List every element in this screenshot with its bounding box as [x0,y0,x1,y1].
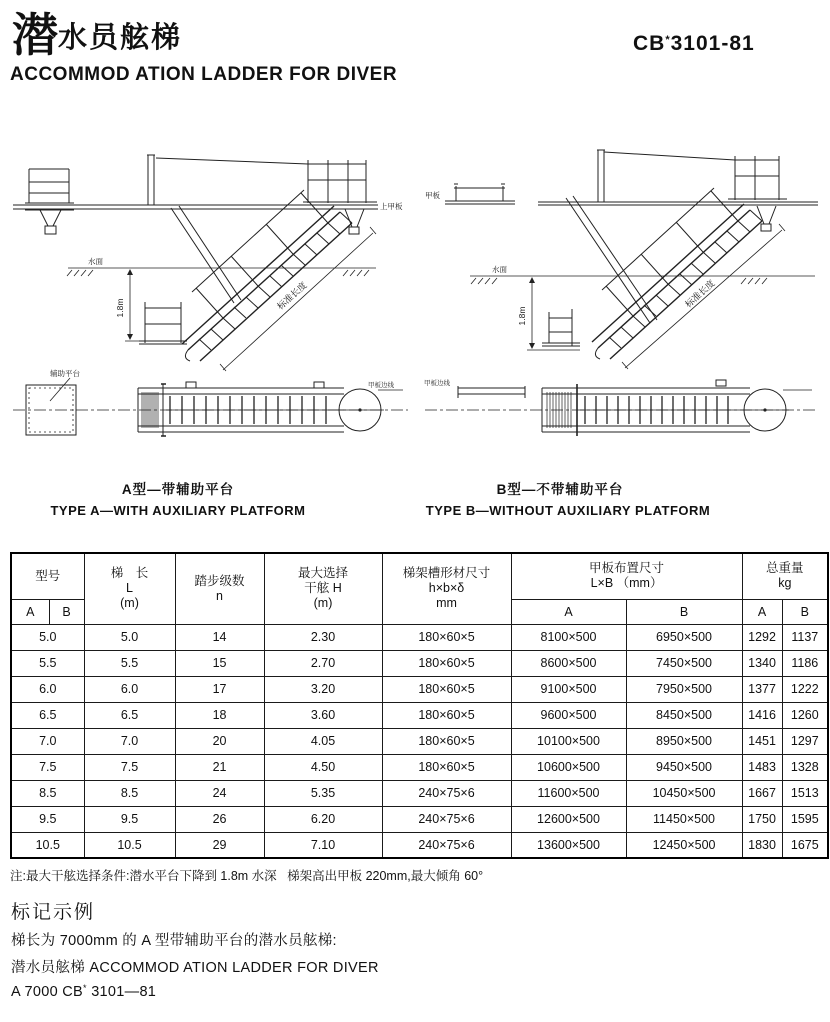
table-cell: 7.10 [264,832,382,858]
table-row [11,650,828,676]
table-cell: 10100×500 [511,728,626,754]
table-cell: 20 [175,728,264,754]
table-row [11,702,828,728]
page-subtitle-en: ACCOMMOD ATION LADDER FOR DIVER [10,64,398,85]
subcol-weight-b: B [782,599,828,624]
table-cell: 180×60×5 [382,754,511,780]
table-row [11,624,828,650]
table-cell: 1750 [742,806,782,832]
table-cell: 6.0 [84,676,175,702]
page-title [12,9,183,61]
table-cell: 2.30 [264,624,382,650]
type-b-caption-cn: B型—不带辅助平台 [496,482,624,497]
table-cell: 7950×500 [626,676,742,702]
table-cell: 1483 [742,754,782,780]
table-cell: 4.50 [264,754,382,780]
table-cell: 26 [175,806,264,832]
table-cell: 11600×500 [511,780,626,806]
table-cell: 8100×500 [511,624,626,650]
water-surface-label: 水面 [492,265,507,274]
table-cell: 180×60×5 [382,676,511,702]
deck-edge-label: 甲板边线 [424,380,450,387]
table-row [11,754,828,780]
table-cell: 1340 [742,650,782,676]
marking-example-line1: 梯长为 7000mm 的 A 型带辅助平台的潜水员舷梯: [11,933,337,949]
subcol-weight-a: A [742,599,782,624]
table-cell: 1830 [742,832,782,858]
table-cell: 7.0 [84,728,175,754]
table-cell: 7.5 [84,754,175,780]
table-row [11,806,828,832]
water-surface-label: 水面 [88,257,103,266]
table-cell: 1451 [742,728,782,754]
marking-line2-en: ACCOMMOD ATION LADDER FOR DIVER [89,960,379,976]
upper-deck-label: 上甲板 [380,202,403,211]
table-cell: 15 [175,650,264,676]
table-row [11,728,828,754]
table-cell: 1186 [782,650,828,676]
table-cell: 1222 [782,676,828,702]
table-footnote: 注:最大干舷选择条件:潜水平台下降到 1.8m 水深 梯架高出甲板 220mm,最大倾角 60° [10,869,484,883]
table-cell: 9100×500 [511,676,626,702]
table-cell: 21 [175,754,264,780]
table-row [11,676,828,702]
page-title-rest: 水员舷梯 [58,22,183,54]
designation-prefix: A 7000 CB [11,984,84,1000]
table-cell: 13600×500 [511,832,626,858]
table-cell: 1595 [782,806,828,832]
type-a-caption-cn: A型—带辅助平台 [121,482,235,497]
table-cell: 12450×500 [626,832,742,858]
table-cell: 8450×500 [626,702,742,728]
table-cell: 180×60×5 [382,624,511,650]
marking-example-heading: 标记示例 [11,902,96,923]
table-cell: 240×75×6 [382,780,511,806]
table-cell: 7.5 [11,754,84,780]
table-cell: 6950×500 [626,624,742,650]
table-cell: 14 [175,624,264,650]
table-cell: 10.5 [84,832,175,858]
table-cell: 6.5 [84,702,175,728]
deck-edge-label: 甲板边线 [368,382,394,389]
type-b-elevation-view [445,150,818,369]
subcol-deck-b: B [626,599,742,624]
table-cell: 9.5 [11,806,84,832]
table-cell: 1137 [782,624,828,650]
table-cell: 8.5 [11,780,84,806]
table-cell: 3.20 [264,676,382,702]
standard-length-label: 标准长度 [683,278,717,310]
table-cell: 180×60×5 [382,728,511,754]
table-cell: 5.5 [11,650,84,676]
table-cell: 10.5 [11,832,84,858]
table-cell: 17 [175,676,264,702]
table-cell: 240×75×6 [382,806,511,832]
standard-length-label: 标准长度 [275,280,309,312]
table-cell: 9450×500 [626,754,742,780]
col-header-steps: 踏步级数 n [175,553,264,624]
aux-platform-label: 辅助平台 [50,369,80,378]
subcol-model-a: A [11,599,49,624]
table-cell: 18 [175,702,264,728]
table-cell: 9600×500 [511,702,626,728]
table-cell: 5.35 [264,780,382,806]
table-cell: 3.60 [264,702,382,728]
table-cell: 1297 [782,728,828,754]
col-header-model: 型号 [11,553,84,599]
table-cell: 11450×500 [626,806,742,832]
deck-label: 甲板 [425,191,440,200]
type-a-plan-view [13,378,408,436]
table-cell: 1377 [742,676,782,702]
designation-number: 3101—81 [91,984,157,1000]
table-cell: 6.5 [11,702,84,728]
diagram-type-b [420,138,824,476]
standard-number [633,32,755,56]
table-cell: 9.5 [84,806,175,832]
table-cell: 5.5 [84,650,175,676]
col-header-deck: 甲板布置尺寸 L×B （mm） [511,553,742,599]
table-cell: 8600×500 [511,650,626,676]
water-depth-dimension: 1.8m [115,298,125,318]
table-row [11,832,828,858]
table-cell: 6.0 [11,676,84,702]
col-header-channel: 梯架槽形材尺寸 h×b×δ mm [382,553,511,624]
table-cell: 2.70 [264,650,382,676]
marking-example-line2 [11,956,379,977]
table-cell: 5.0 [84,624,175,650]
col-header-weight: 总重量 kg [742,553,828,599]
table-cell: 5.0 [11,624,84,650]
table-cell: 1260 [782,702,828,728]
table-cell: 12600×500 [511,806,626,832]
table-cell: 10450×500 [626,780,742,806]
table-cell: 10600×500 [511,754,626,780]
table-cell: 29 [175,832,264,858]
table-cell: 24 [175,780,264,806]
page-title-first-char: 潜 [12,9,58,61]
table-cell: 1513 [782,780,828,806]
col-header-freeboard: 最大选择 干舷 H (m) [264,553,382,624]
type-b-plan-view [425,380,818,436]
table-cell: 180×60×5 [382,650,511,676]
table-row [11,780,828,806]
table-cell: 180×60×5 [382,702,511,728]
table-cell: 7.0 [11,728,84,754]
col-header-length: 梯 长 L (m) [84,553,175,624]
table-cell: 1416 [742,702,782,728]
type-b-caption-en: TYPE B—WITHOUT AUXILIARY PLATFORM [425,503,711,518]
table-cell: 8950×500 [626,728,742,754]
type-a-caption-en: TYPE A—WITH AUXILIARY PLATFORM [50,503,306,518]
table-cell: 6.20 [264,806,382,832]
standard-star: * [665,34,671,46]
diagram-type-a [8,138,414,476]
designation-star: * [83,983,87,993]
standard-prefix: CB [633,32,666,55]
table-cell: 1292 [742,624,782,650]
marking-example-designation [11,983,156,1000]
spec-table [10,552,829,859]
type-a-elevation-view [13,155,378,371]
table-cell: 1667 [742,780,782,806]
table-cell: 4.05 [264,728,382,754]
table-cell: 7450×500 [626,650,742,676]
standard-digits: 3101-81 [670,32,755,55]
table-cell: 240×75×6 [382,832,511,858]
table-cell: 8.5 [84,780,175,806]
table-cell: 1328 [782,754,828,780]
subcol-deck-a: A [511,599,626,624]
type-a-labels [50,201,403,389]
table-body [11,624,828,858]
table-cell: 1675 [782,832,828,858]
marking-line2-cn: 潜水员舷梯 [11,960,85,976]
water-depth-dimension: 1.8m [517,306,527,326]
subcol-model-b: B [49,599,84,624]
